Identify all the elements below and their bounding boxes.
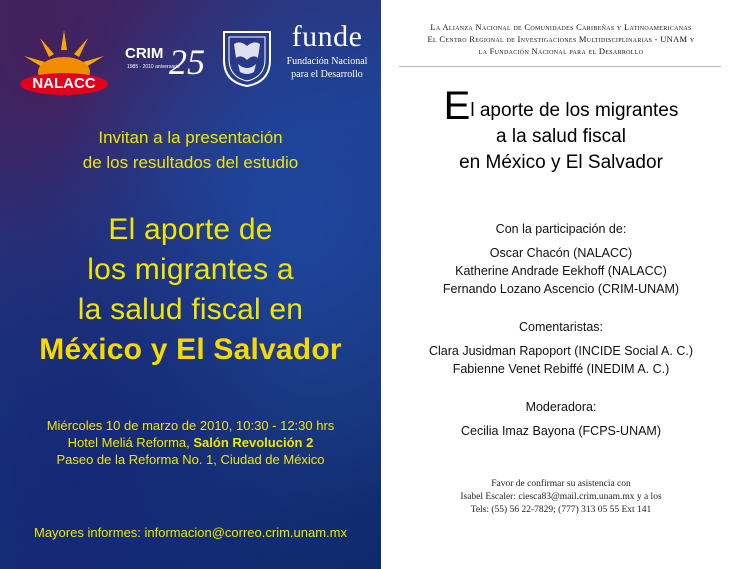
moderator-name: Cecilia Imaz Bayona (FCPS-UNAM) (460, 424, 662, 438)
participant-3: Fernando Lozano Ascencio (CRIM-UNAM) (442, 282, 680, 296)
commentators-heading: Comentaristas: (518, 320, 604, 334)
funde-logo (286, 22, 368, 88)
organizers-header (381, 21, 741, 57)
event-room: Salón Revolución 2 (193, 435, 314, 450)
moderator-heading: Moderadora: (525, 400, 597, 414)
sponsor-logos (18, 22, 368, 102)
title-line-1: El aporte de (108, 213, 273, 246)
event-address: Paseo de la Reforma No. 1, Ciudad de México (56, 452, 325, 467)
nalacc-wordmark: NALACC (32, 75, 96, 92)
event-hotel: Hotel Meliá Reforma, (67, 435, 194, 450)
invite-text (0, 125, 381, 175)
title-right-line-1 (381, 84, 741, 128)
header-divider (399, 66, 721, 67)
commentator-1: Clara Jusidman Rapoport (INCIDE Social A. C.) (429, 344, 693, 358)
rsvp-line-2: Isabel Escaler: ciesca83@mail.crim.unam.mx y a los (460, 492, 662, 502)
title-right-line-1-rest: l aporte de los migrantes (470, 100, 679, 121)
participant-2: Katherine Andrade Eekhoff (NALACC) (455, 264, 667, 278)
title-dropcap: E (443, 84, 471, 128)
participation-section (381, 220, 741, 298)
participation-heading: Con la participación de: (495, 222, 627, 236)
funde-subtitle-2: para el Desarrollo (291, 69, 363, 80)
event-details (0, 417, 381, 468)
title-line-4: México y El Salvador (39, 333, 342, 366)
commentator-2: Fabienne Venet Rebiffé (INEDIM A. C.) (452, 362, 670, 376)
rsvp-line-1: Favor de confirmar su asistencia con (491, 479, 631, 489)
rsvp-line-3: Tels: (55) 56 22-7829; (777) 313 05 55 Ext 141 (470, 505, 652, 515)
crim-anniversary-tag: 1985 - 2010 aniversario (127, 64, 180, 70)
event-date-time: Miércoles 10 de marzo de 2010, 10:30 - 12:30 hrs (46, 418, 335, 433)
funde-wordmark: funde (291, 20, 363, 53)
more-info-email: Mayores informes: informacion@correo.crim.unam.mx (33, 525, 347, 540)
title-line-2: los migrantes a (87, 253, 294, 286)
study-title-left (0, 210, 381, 370)
crim-wordmark: CRIM (125, 45, 164, 62)
participant-1: Oscar Chacón (NALACC) (489, 246, 633, 260)
unam-seal-logo (220, 28, 274, 88)
event-venue (0, 434, 381, 451)
moderator-section (381, 398, 741, 440)
invitation-right-panel (381, 0, 741, 569)
title-right-line-2: a la salud fiscal (496, 126, 626, 147)
invite-line-1: Invitan a la presentación (98, 128, 283, 147)
organizer-line-1: La Alianza Nacional de Comunidades Caribeñas y Latinoamericanas (430, 22, 692, 32)
invite-line-2: de los resultados del estudio (82, 153, 299, 172)
crim-25-logo (123, 36, 211, 84)
study-title-right (381, 84, 741, 176)
nalacc-logo (18, 28, 110, 100)
organizer-line-2: El Centro Regional de Investigaciones Multidisciplinarias - UNAM y (427, 34, 695, 44)
funde-subtitle-1: Fundación Nacional (286, 56, 368, 67)
crim-anniversary-number: 25 (169, 42, 205, 82)
title-right-line-3: en México y El Salvador (459, 152, 663, 173)
title-line-3: la salud fiscal en (77, 293, 304, 326)
organizer-line-3: la Fundación Nacional para el Desarrollo (478, 46, 644, 56)
rsvp-note (381, 478, 741, 517)
commentators-section (381, 318, 741, 378)
